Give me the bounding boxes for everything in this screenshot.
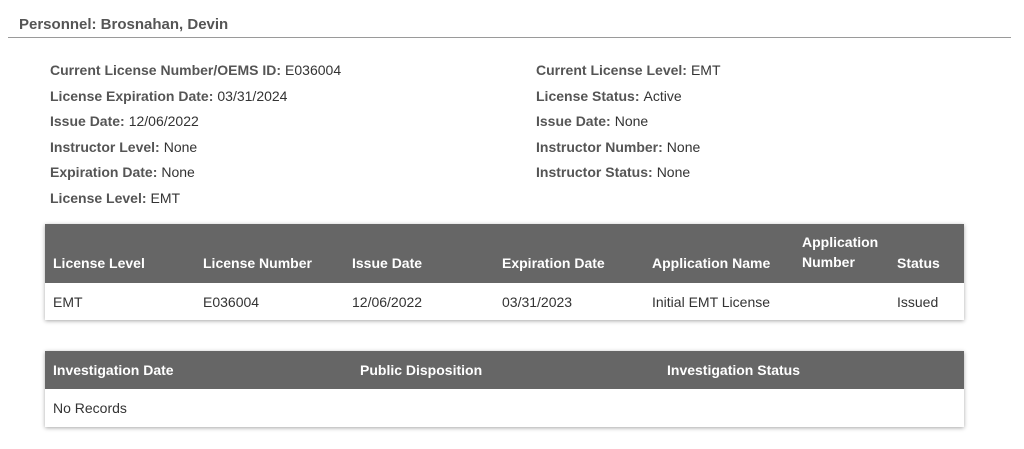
detail-value: None	[163, 138, 198, 155]
empty-row	[45, 389, 964, 427]
detail-label: Issue Date:	[50, 113, 125, 130]
detail-label: Instructor Level:	[50, 138, 160, 155]
table-row[interactable]	[45, 283, 964, 320]
detail-license-level	[50, 190, 341, 216]
column-header-public-disposition[interactable]: Public Disposition	[360, 362, 483, 378]
licenses-table	[45, 224, 964, 320]
detail-current-license-level	[536, 62, 721, 88]
detail-value: None	[161, 164, 195, 181]
license-details-right	[536, 62, 721, 190]
detail-instructor-status	[536, 164, 721, 190]
detail-current-license-number	[50, 62, 341, 88]
cell-license-number: E036004	[203, 294, 260, 310]
column-header-investigation-date[interactable]: Investigation Date	[53, 362, 174, 378]
column-header-investigation-status[interactable]: Investigation Status	[667, 362, 801, 378]
detail-instructor-number	[536, 139, 721, 165]
column-header-expiration-date[interactable]: Expiration Date	[502, 255, 605, 271]
detail-instructor-issue-date	[536, 113, 721, 139]
investigations-table-header	[45, 351, 964, 389]
detail-label: Instructor Number:	[536, 138, 663, 155]
detail-label: Instructor Status:	[536, 164, 653, 181]
detail-label: Current License Level:	[536, 62, 687, 78]
column-header-issue-date[interactable]: Issue Date	[352, 255, 423, 271]
detail-label: Current License Number/OEMS ID:	[50, 62, 282, 78]
cell-expiration-date: 03/31/2023	[502, 294, 573, 310]
licenses-table-header	[45, 224, 964, 283]
cell-status: Issued	[897, 294, 939, 310]
detail-label: Expiration Date:	[50, 164, 158, 181]
cell-license-level: EMT	[53, 294, 83, 310]
cell-issue-date: 12/06/2022	[352, 294, 423, 310]
detail-value: E036004	[285, 62, 342, 78]
no-records-text: No Records	[53, 400, 127, 416]
column-header-application-number[interactable]: Application Number	[802, 234, 879, 270]
detail-license-expiration-date	[50, 88, 341, 114]
column-header-license-level[interactable]: License Level	[53, 255, 145, 271]
detail-label: License Level:	[50, 189, 147, 206]
detail-license-status	[536, 88, 721, 114]
detail-value: 12/06/2022	[128, 113, 199, 130]
column-header-status[interactable]: Status	[897, 255, 940, 271]
detail-value: EMT	[150, 189, 181, 206]
detail-value: None	[656, 164, 691, 181]
column-header-application-name[interactable]: Application Name	[652, 255, 771, 271]
page-header	[8, 0, 1011, 38]
detail-label: License Status:	[536, 87, 640, 104]
column-header-license-number[interactable]: License Number	[203, 255, 312, 271]
detail-value: None	[666, 138, 701, 155]
detail-value: None	[614, 113, 649, 130]
detail-value: Active	[643, 87, 682, 104]
detail-instructor-level	[50, 139, 341, 165]
detail-value: 03/31/2024	[217, 87, 288, 104]
detail-value: EMT	[690, 62, 721, 78]
detail-label: Issue Date:	[536, 113, 611, 130]
cell-application-name: Initial EMT License	[652, 294, 771, 310]
detail-label: License Expiration Date:	[50, 87, 214, 104]
detail-issue-date	[50, 113, 341, 139]
investigations-table	[45, 351, 964, 427]
detail-expiration-date	[50, 164, 341, 190]
license-details-left	[50, 62, 341, 216]
page-title: Personnel: Brosnahan, Devin	[19, 16, 229, 33]
